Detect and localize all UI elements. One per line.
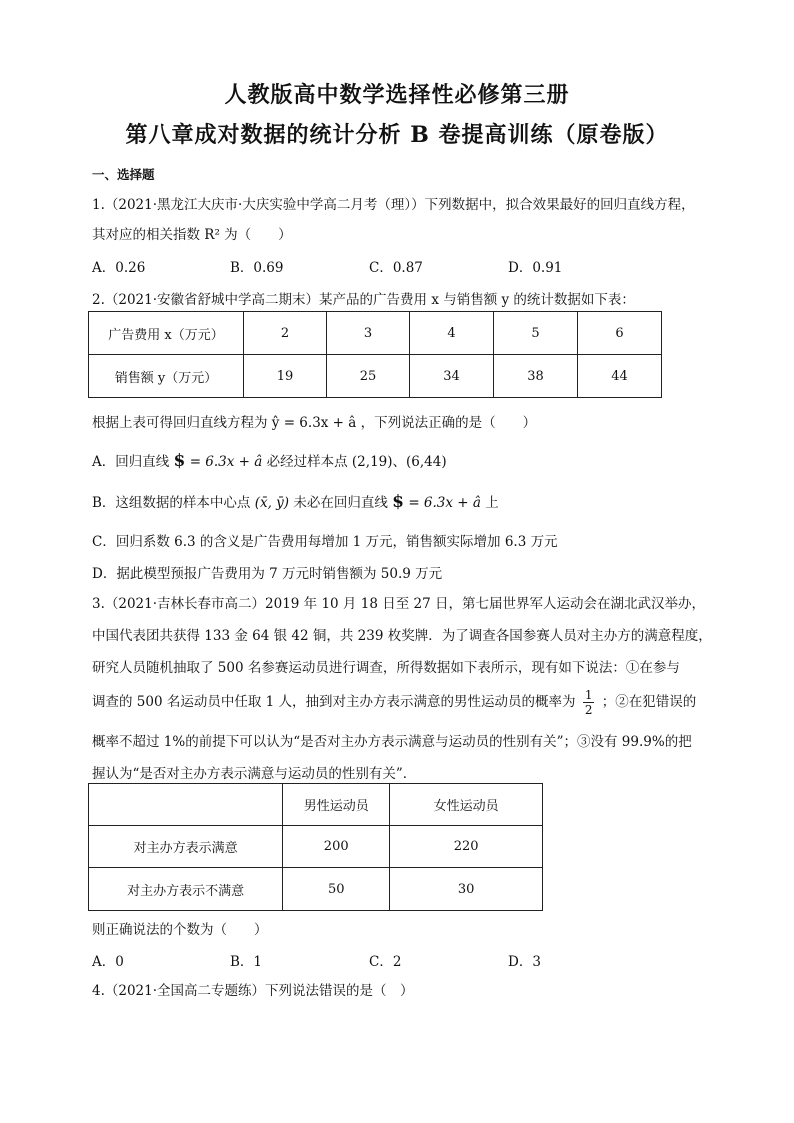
q3-data-table: [88, 783, 543, 911]
q1-stem-line1: 1.（2021·黑龙江大庆市·大庆实验中学高二月考（理））下列数据中，拟合效果最好的回归直线方程，: [92, 197, 695, 213]
q3-stem-line4-post: ；②在犯错误的: [601, 694, 697, 710]
q2-stem-line1: 2.（2021·安徽省舒城中学高二期末）某产品的广告费用 x 与销售额 y 的统计数据如下表：: [92, 292, 635, 308]
table-cell: 19: [244, 355, 327, 398]
table-row: [89, 355, 662, 398]
table-cell: 3: [327, 312, 410, 355]
table-cell: 男性运动员: [283, 784, 390, 826]
q2-option-b-label: B．这组数据的样本中心点: [92, 495, 251, 511]
q2-data-table: [88, 311, 662, 398]
q2-option-a-text: 必经过样本点 (2,19)、(6,44): [266, 454, 447, 470]
q3-stem-line4-pre: 调查的 500 名运动员中任取 1 人，抽到对主办方表示满意的男性运动员的概率为: [92, 694, 576, 710]
q3-option-b: B．1: [230, 954, 263, 970]
table-cell: 2: [244, 312, 327, 355]
table-cell: 销售额 y（万元）: [89, 355, 244, 398]
q1-option-c: C．0.87: [369, 260, 423, 276]
q3-option-d: D．3: [508, 954, 541, 970]
q1-option-b: B．0.69: [230, 260, 284, 276]
q2-option-c: C．回归系数 6.3 的含义是广告费用每增加 1 万元，销售额实际增加 6.3 万元: [92, 534, 558, 550]
q3-stem-line3: 研究人员随机抽取了 500 名参赛运动员进行调查，所得数据如下表所示，现有如下说法：①在参与: [92, 660, 680, 676]
q2-option-a-label: A．回归直线: [92, 454, 170, 470]
q3-stem-line7: 则正确说法的个数为（ ）: [92, 922, 268, 938]
q4-stem-line1: 4.（2021·全国高二专题练）下列说法错误的是（ ）: [92, 983, 414, 999]
table-cell: 200: [283, 826, 390, 868]
table-cell: 对主办方表示满意: [89, 826, 283, 868]
doc-title-line2: 第八章成对数据的统计分析 B 卷提高训练（原卷版）: [125, 122, 669, 148]
table-cell: 30: [390, 868, 543, 911]
q2-option-b-point: (x̄, ȳ): [254, 495, 290, 511]
table-row: [89, 784, 543, 826]
table-cell: [89, 784, 283, 826]
q3-stem-line1: 3.（2021·吉林长春市高二）2019 年 10 月 18 日至 27 日，第七届世界军人运动会在湖北武汉举办，: [92, 596, 705, 612]
table-cell: 25: [327, 355, 410, 398]
q2-option-a: [92, 450, 447, 471]
q3-option-c: C．2: [369, 954, 402, 970]
q2-option-b: [92, 491, 499, 512]
fraction-denominator: 2: [584, 703, 593, 717]
doc-title-line1: 人教版高中数学选择性必修第三册: [224, 82, 570, 108]
table-row: [89, 312, 662, 355]
table-row: [89, 826, 543, 868]
table-cell: 广告费用 x（万元）: [89, 312, 244, 355]
q3-stem-line6: 握认为“是否对主办方表示满意与运动员的性别有关”．: [92, 766, 417, 782]
table-cell: 220: [390, 826, 543, 868]
q2-option-a-equation: = 6.3x + â: [189, 454, 263, 470]
q2-option-b-equation: = 6.3x + â: [408, 495, 481, 511]
table-cell: 38: [494, 355, 578, 398]
regression-hat-glyph: $: [173, 451, 186, 471]
table-cell: 4: [410, 312, 494, 355]
table-cell: 34: [410, 355, 494, 398]
table-cell: 50: [283, 868, 390, 911]
q3-stem-line5: 概率不超过 1%的前提下可以认为“是否对主办方表示满意与运动员的性别有关”；③没有 99.9%的把: [92, 734, 692, 750]
table-cell: 对主办方表示不满意: [89, 868, 283, 911]
table-cell: 女性运动员: [390, 784, 543, 826]
section-heading: 一、选择题: [92, 167, 155, 182]
regression-hat-glyph: $: [392, 492, 405, 512]
q2-option-b-text: 上: [485, 495, 499, 511]
table-cell: 6: [578, 312, 662, 355]
q1-stem-line2: 其对应的相关指数 R² 为（ ）: [92, 227, 292, 243]
q1-option-a: A．0.26: [92, 260, 146, 276]
q3-stem-line2: 中国代表团共获得 133 金 64 银 42 铜，共 239 枚奖牌．为了调查各国参赛人员对主办方的满意程度，: [92, 628, 712, 644]
table-row: [89, 868, 543, 911]
q3-stem-line4: [92, 688, 696, 717]
fraction-numerator: 1: [584, 688, 593, 702]
q3-option-a: A．0: [92, 954, 124, 970]
q2-option-d: D．据此模型预报广告费用为 7 万元时销售额为 50.9 万元: [92, 566, 443, 582]
q2-stem-line2: 根据上表可得回归直线方程为 ŷ = 6.3x + â ，下列说法正确的是（ ）: [92, 415, 537, 431]
q1-option-d: D．0.91: [508, 260, 563, 276]
table-cell: 5: [494, 312, 578, 355]
q2-option-b-mid: 未必在回归直线: [293, 495, 388, 511]
probability-fraction: [583, 688, 595, 717]
table-cell: 44: [578, 355, 662, 398]
